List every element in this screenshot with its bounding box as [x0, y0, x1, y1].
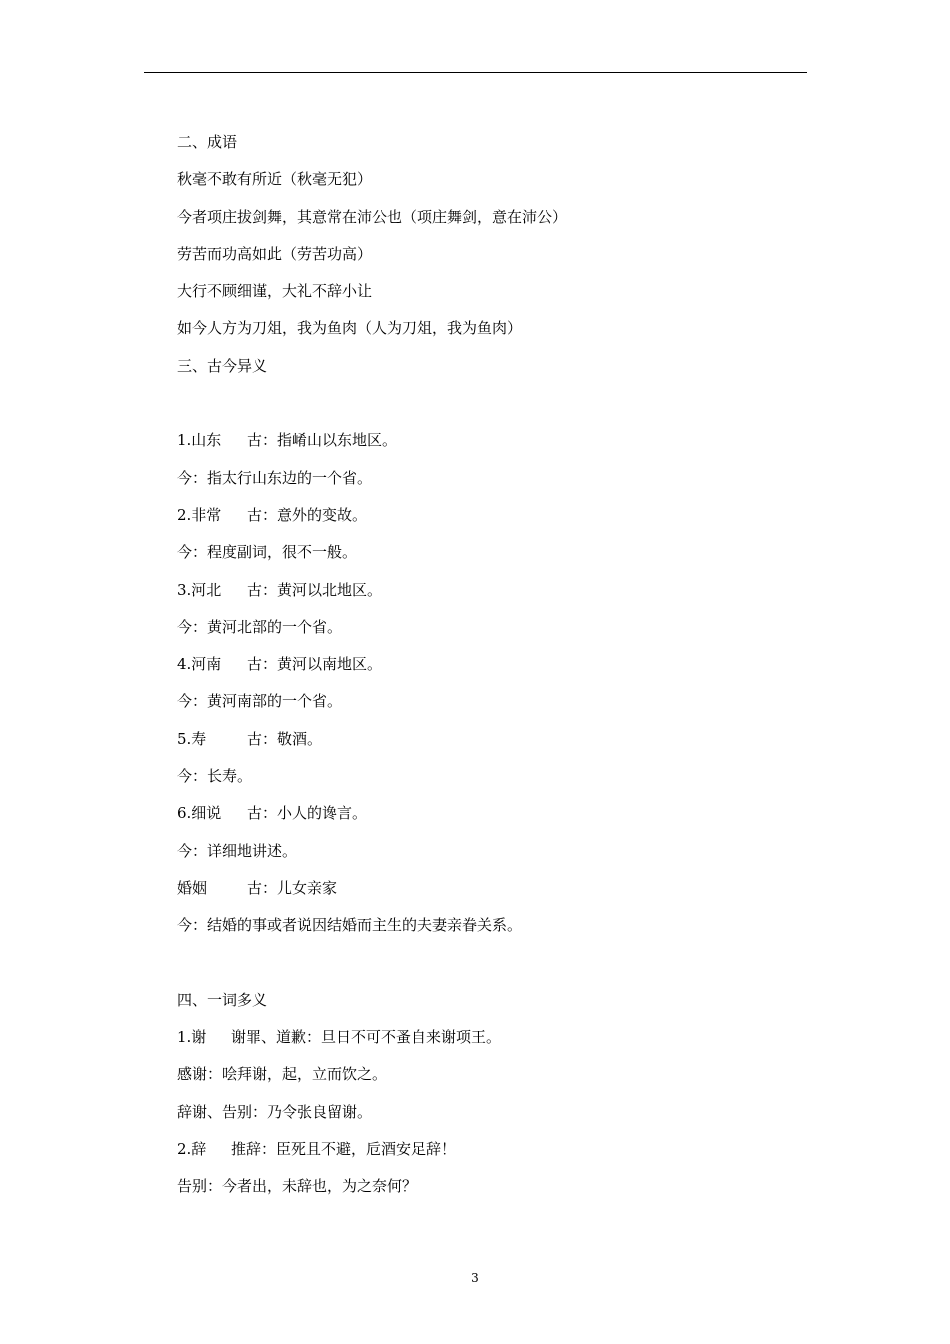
page-number: 3	[471, 1271, 479, 1285]
term: 2.非常	[177, 505, 222, 524]
meaning-example: 谢罪、道歉：旦日不可不蚤自来谢项王。	[231, 1028, 502, 1047]
modern-meaning: 今：长寿。	[177, 767, 253, 786]
modern-meaning: 今：结婚的事或者说因结婚而主生的夫妻亲眷关系。	[177, 916, 523, 935]
ancient-meaning: 古：黄河以南地区。	[247, 655, 383, 674]
blank-line	[177, 385, 797, 422]
idiom-line: 大行不顾细谨，大礼不辞小让	[177, 282, 373, 301]
ancient-meaning-line	[177, 721, 797, 758]
ancient-meaning: 古：小人的谗言。	[247, 804, 368, 823]
modern-meaning: 今：指太行山东边的一个省。	[177, 468, 373, 487]
document-body	[177, 124, 797, 1206]
term: 婚姻	[177, 878, 208, 897]
meaning-example: 推辞：臣死且不避，卮酒安足辞！	[231, 1140, 457, 1159]
ancient-meaning-line	[177, 646, 797, 683]
header-rule	[144, 72, 807, 73]
polysemy-line	[177, 1019, 797, 1056]
ancient-meaning: 古：黄河以北地区。	[247, 580, 383, 599]
ancient-meaning-line	[177, 795, 797, 832]
term: 2.辞	[177, 1140, 207, 1159]
term: 1.山东	[177, 431, 222, 450]
polysemy-line: 告别：今者出，未辞也，为之奈何？	[177, 1177, 418, 1196]
modern-meaning: 今：程度副词，很不一般。	[177, 543, 358, 562]
section-heading-idioms: 二、成语	[177, 133, 238, 151]
idiom-line: 今者项庄拔剑舞，其意常在沛公也（项庄舞剑，意在沛公）	[177, 207, 568, 226]
ancient-meaning-line	[177, 497, 797, 534]
section-heading-ancient-modern: 三、古今异义	[177, 356, 268, 375]
polysemy-line	[177, 1131, 797, 1168]
ancient-meaning: 古：敬酒。	[247, 729, 323, 748]
blank-line	[177, 945, 797, 982]
ancient-meaning-line	[177, 422, 797, 459]
term: 3.河北	[177, 580, 222, 599]
idiom-line: 如今人方为刀俎，我为鱼肉（人为刀俎，我为鱼肉）	[177, 319, 523, 338]
term: 1.谢	[177, 1028, 207, 1047]
ancient-meaning-line	[177, 870, 797, 907]
polysemy-line: 感谢：哙拜谢，起，立而饮之。	[177, 1065, 388, 1084]
modern-meaning: 今：黄河南部的一个省。	[177, 692, 343, 711]
term: 6.细说	[177, 804, 222, 823]
term: 4.河南	[177, 655, 222, 674]
idiom-line: 秋毫不敢有所近（秋毫无犯）	[177, 170, 373, 189]
modern-meaning: 今：黄河北部的一个省。	[177, 617, 343, 636]
ancient-meaning: 古：儿女亲家	[247, 878, 338, 897]
term: 5.寿	[177, 729, 207, 748]
polysemy-line: 辞谢、告别：乃令张良留谢。	[177, 1102, 373, 1121]
idiom-line: 劳苦而功高如此（劳苦功高）	[177, 244, 373, 263]
ancient-meaning: 古：指崤山以东地区。	[247, 431, 398, 450]
section-heading-polysemy: 四、一词多义	[177, 990, 268, 1009]
ancient-meaning: 古：意外的变故。	[247, 505, 368, 524]
ancient-meaning-line	[177, 572, 797, 609]
modern-meaning: 今：详细地讲述。	[177, 841, 298, 860]
